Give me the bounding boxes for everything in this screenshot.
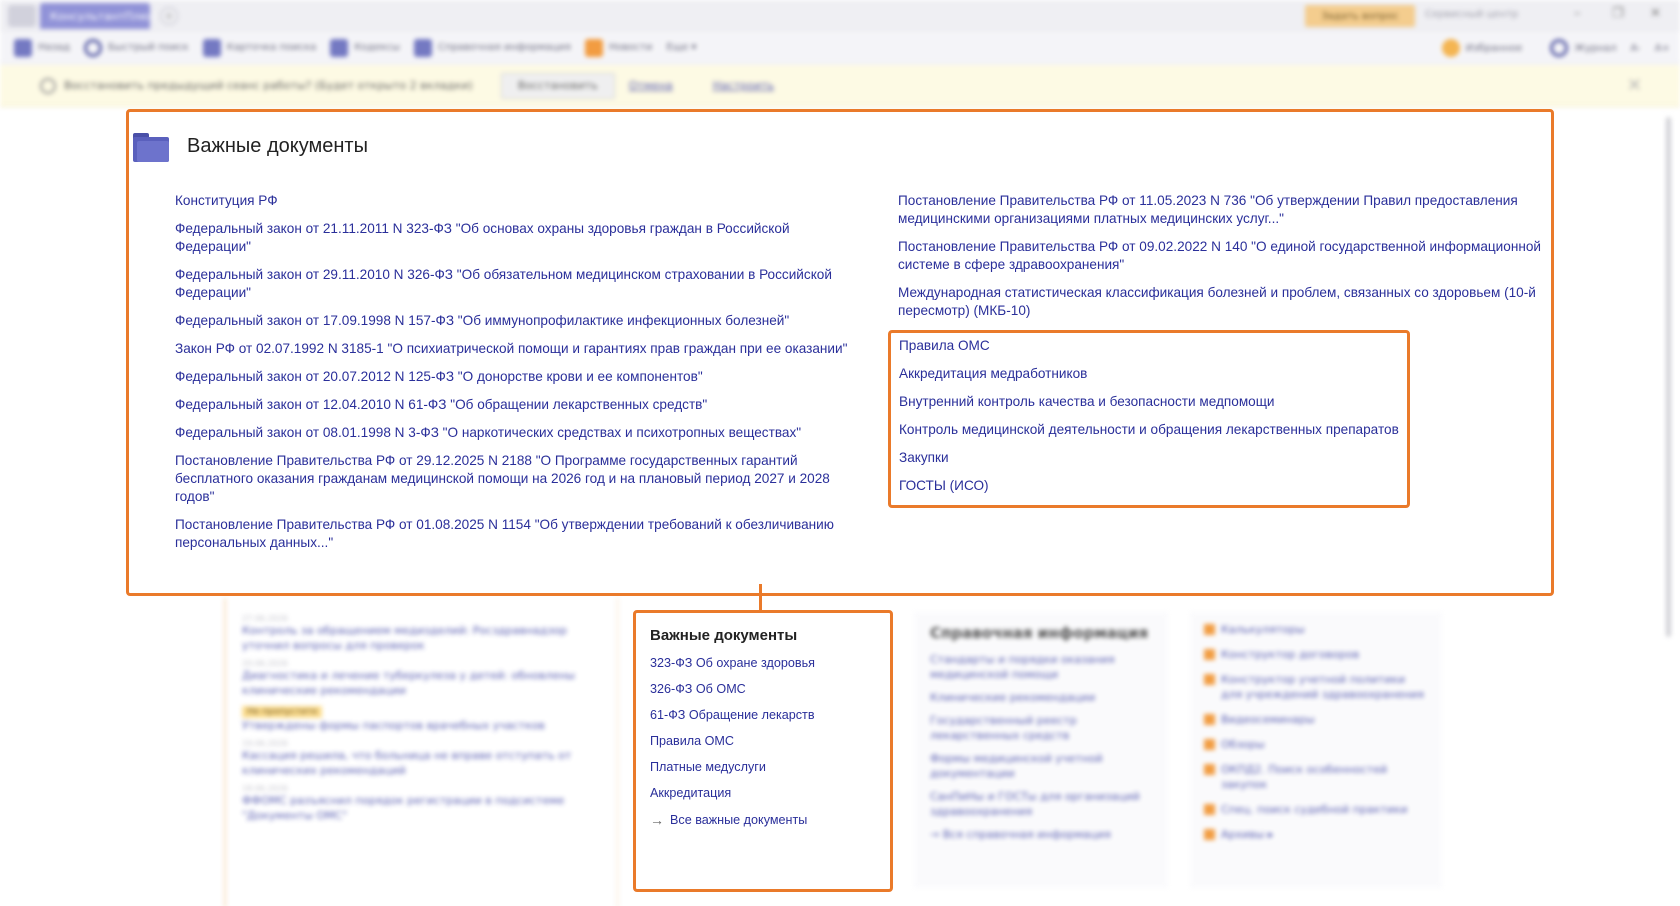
restore-message: Восстановить предыдущий сеанс работы? (Будет открыто 2 вкладки) [64, 79, 473, 92]
news-date: 20.06.2026 [242, 659, 288, 668]
favorites-button[interactable]: Избранное [1442, 39, 1523, 57]
reference-column [914, 612, 1168, 888]
court-icon [1204, 804, 1215, 815]
card-title: Важные документы [650, 627, 798, 644]
news-item[interactable]: ФФОМС разъяснил порядок регистрации в подсистеме "Документы ОМС" [242, 794, 565, 822]
tab-main[interactable]: КонсультантПлюс [40, 3, 150, 29]
folder-icon [133, 130, 169, 162]
news-item[interactable]: Диагностика и лечение туберкулеза у детей: обновлены клинические рекомендации [242, 669, 575, 697]
doc-link-constitution[interactable]: Конституция РФ [175, 193, 278, 208]
doc-link-mkb-10[interactable]: Международная статистическая классификация болезней и проблем, связанных со здоровьем (10-й пересмотр) (МКБ-10) [898, 285, 1536, 318]
doc-link-3185-1[interactable]: Закон РФ от 02.07.1992 N 3185-1 "О психиатрической помощи и гарантиях прав граждан при ее оказании" [175, 341, 848, 356]
doc-link-326-fz[interactable]: Федеральный закон от 29.11.2010 N 326-ФЗ "Об обязательном медицинском страховании в Российской Федерации" [175, 267, 832, 300]
tools-item[interactable]: Спец. поиск судебной практики [1204, 802, 1428, 817]
doc-link-procurement[interactable]: Закупки [899, 450, 949, 465]
doc-link-323-fz[interactable]: Федеральный закон от 21.11.2011 N 323-ФЗ "Об основах охраны здоровья граждан в Российской Федерации" [175, 221, 790, 254]
restore-button[interactable]: Восстановить [501, 73, 615, 99]
history-icon [1550, 39, 1568, 57]
search-card-icon [203, 39, 221, 57]
doc-link-oms-rules[interactable]: Правила ОМС [899, 338, 990, 353]
reference-title: Справочная информация [930, 624, 1149, 642]
scrollbar-thumb[interactable] [1666, 117, 1671, 637]
tools-item[interactable]: Видеосеминары [1204, 712, 1428, 727]
news-badge: Не пропустите [242, 706, 322, 718]
right-doc-list [898, 192, 1546, 330]
left-doc-list [175, 192, 855, 562]
doc-link-gost-iso[interactable]: ГОСТЫ (ИСО) [899, 478, 989, 493]
arrow-left-icon [14, 39, 32, 57]
tools-item[interactable]: Конструктор учетной политики для учреждений здравоохранения [1204, 672, 1428, 702]
more-button[interactable]: Еще ▾ [666, 42, 697, 53]
megaphone-icon [585, 39, 603, 57]
book-icon [330, 39, 348, 57]
reference-button[interactable]: Справочная информация [414, 39, 571, 57]
ask-question-button[interactable]: Задать вопрос [1305, 5, 1415, 27]
card-link-accreditation[interactable]: Аккредитация [650, 786, 732, 800]
news-column [224, 598, 618, 906]
new-tab-button[interactable]: + [160, 7, 178, 25]
important-documents-card [633, 610, 893, 892]
all-documents-label: Все важные документы [670, 813, 808, 827]
service-center-link[interactable]: Сервисный центр [1425, 9, 1519, 20]
tools-item[interactable]: Обзоры [1204, 737, 1428, 752]
tools-item[interactable]: ОКПД2. Поиск особенностей закупок [1204, 762, 1428, 792]
title-bar [0, 0, 1680, 32]
cancel-link[interactable]: Отмена [628, 79, 673, 92]
journal-button[interactable]: Журнал [1550, 39, 1616, 57]
news-date: 27.06.2026 [242, 614, 288, 623]
archive-icon [1204, 829, 1215, 840]
quick-search-button[interactable]: Быстрый поиск [84, 39, 189, 57]
doc-link-736[interactable]: Постановление Правительства РФ от 11.05.2023 N 736 "Об утверждении Правил предоставления медицинскими организациями платных медицинских услуг..." [898, 193, 1518, 226]
tools-item[interactable]: Конструктор договоров [1204, 647, 1428, 662]
doc-link-3-fz[interactable]: Федеральный закон от 08.01.1998 N 3-ФЗ "О наркотических средствах и психотропных веществах" [175, 425, 802, 440]
doc-link-61-fz[interactable]: Федеральный закон от 12.04.2010 N 61-ФЗ "Об обращении лекарственных средств" [175, 397, 708, 412]
video-icon [1204, 714, 1215, 725]
contract-icon [1204, 649, 1215, 660]
reference-all-link[interactable]: → Вся справочная информация [930, 828, 1111, 841]
important-documents-panel [126, 109, 1554, 596]
reference-item[interactable]: СанПиНы и ГОСТы для организаций здравоохранения [930, 790, 1140, 818]
news-date: 19.06.2026 [242, 739, 288, 748]
doc-link-med-activity-control[interactable]: Контроль медицинской деятельности и обращения лекарственных препаратов [899, 422, 1399, 437]
news-item[interactable]: Утверждены формы паспортов врачебных участков [242, 719, 545, 732]
news-item[interactable]: Кассация решила, что больница не вправе отступать от клинических рекомендаций [242, 749, 572, 777]
doc-link-2188[interactable]: Постановление Правительства РФ от 29.12.2025 N 2188 "О Программе государственных гарантий бесплатного оказания гражданам медицинской помощи на 2026 год и на плановый период 2027 и 2028 годов" [175, 453, 830, 504]
main-toolbar [0, 32, 1680, 64]
back-button[interactable]: Назад [14, 39, 70, 57]
card-link-paid-services[interactable]: Платные медуслуги [650, 760, 766, 774]
reference-item[interactable]: Формы медицинской учетной документации [930, 752, 1103, 780]
restore-session-bar [0, 65, 1680, 107]
tools-item[interactable]: Калькуляторы [1204, 622, 1428, 637]
search-card-button[interactable]: Карточка поиска [203, 39, 317, 57]
card-link-oms-rules[interactable]: Правила ОМС [650, 734, 735, 748]
reference-item[interactable]: Стандарты и порядки оказания медицинской помощи [930, 653, 1115, 681]
configure-link[interactable]: Настроить [712, 79, 774, 92]
doc-link-internal-control[interactable]: Внутренний контроль качества и безопасности медпомощи [899, 394, 1275, 409]
news-item[interactable]: Контроль за обращением медизделий: Росздравнадзор уточнил вопросы для проверок [242, 624, 567, 652]
doc-link-140[interactable]: Постановление Правительства РФ от 09.02.2022 N 140 "О единой государственной информационной системе в сфере здравоохранения" [898, 239, 1541, 272]
doc-link-1154[interactable]: Постановление Правительства РФ от 01.08.2025 N 1154 "Об утверждении требований к обезличиванию персональных данных..." [175, 517, 834, 550]
search-icon [84, 39, 102, 57]
okpd-icon [1204, 764, 1215, 775]
reference-item[interactable]: Государственный реестр лекарственных средств [930, 714, 1077, 742]
card-link-326-fz[interactable]: 326-ФЗ Об ОМС [650, 682, 746, 696]
close-icon[interactable]: ✕ [1626, 75, 1642, 96]
callout-connector [759, 584, 762, 612]
panel-title: Важные документы [187, 134, 368, 157]
reference-item[interactable]: Клинические рекомендации [930, 691, 1096, 704]
font-increase-button[interactable]: A+ [1654, 42, 1670, 54]
reference-icon [414, 39, 432, 57]
news-button[interactable]: Новости [585, 39, 652, 57]
card-link-323-fz[interactable]: 323-ФЗ Об охране здоровья [650, 656, 815, 670]
menu-icon[interactable] [8, 5, 36, 27]
close-window-icon[interactable]: ✕ [1650, 6, 1661, 21]
arrow-right-icon: → [650, 812, 664, 828]
panel-header [133, 130, 368, 162]
highlighted-doc-group [888, 330, 1410, 508]
tools-column [1190, 612, 1442, 888]
codexes-button[interactable]: Кодексы [330, 39, 400, 57]
font-decrease-button[interactable]: A- [1630, 42, 1641, 54]
maximize-icon[interactable]: ❐ [1612, 6, 1624, 21]
doc-link-157-fz[interactable]: Федеральный закон от 17.09.1998 N 157-ФЗ "Об иммунопрофилактике инфекционных болезней" [175, 313, 790, 328]
minimize-icon[interactable]: – [1574, 6, 1581, 21]
scrollbar[interactable] [1664, 107, 1672, 906]
pen-icon [1204, 739, 1215, 750]
clock-icon [40, 78, 56, 94]
policy-icon [1204, 674, 1215, 685]
news-date: 18.06.2026 [242, 784, 288, 793]
star-icon [1442, 39, 1460, 57]
doc-link-accreditation[interactable]: Аккредитация медработников [899, 366, 1088, 381]
doc-link-125-fz[interactable]: Федеральный закон от 20.07.2012 N 125-ФЗ "О донорстве крови и ее компонентов" [175, 369, 703, 384]
card-link-61-fz[interactable]: 61-ФЗ Обращение лекарств [650, 708, 815, 722]
tools-item[interactable]: Архивы ▸ [1204, 827, 1428, 842]
calculator-icon [1204, 624, 1215, 635]
all-important-documents-link[interactable] [650, 812, 876, 828]
